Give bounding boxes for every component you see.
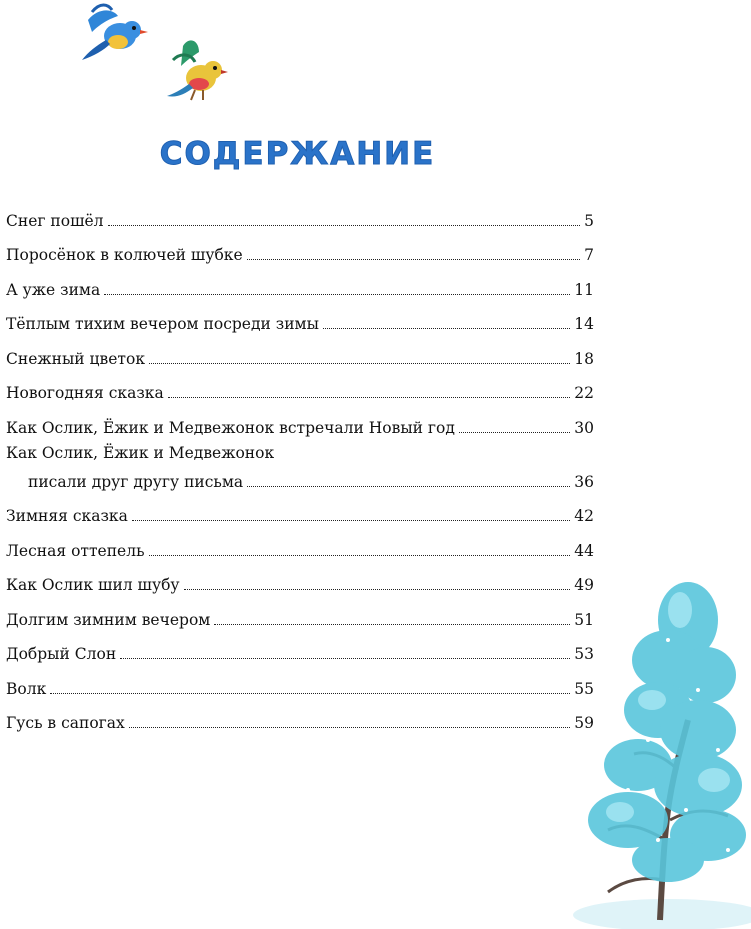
toc-page-number: 42: [574, 507, 594, 525]
toc-entry[interactable]: [6, 305, 594, 340]
toc-page-number: 5: [584, 211, 594, 230]
toc-page-number: 53: [574, 645, 594, 663]
toc-title: Долгим зимним вечером: [6, 610, 211, 629]
toc-title: Зимняя сказка: [6, 507, 128, 525]
toc-entry[interactable]: [6, 600, 594, 635]
dot-leader: [149, 363, 570, 364]
page-title: СОДЕРЖАНИЕ: [159, 136, 436, 172]
green-bird-illustration: [165, 36, 229, 104]
toc-title: Гусь в сапогах: [6, 714, 125, 732]
toc-entry[interactable]: [6, 531, 594, 566]
toc-entry[interactable]: [6, 669, 594, 704]
toc-page-number: 18: [574, 349, 594, 368]
dot-leader: [247, 259, 580, 260]
dot-leader: [168, 397, 571, 398]
toc-page-number: 55: [574, 679, 594, 698]
toc-entry[interactable]: [6, 443, 594, 497]
winter-tree-illustration: [568, 580, 751, 929]
toc-entry[interactable]: [6, 236, 594, 271]
toc-entry[interactable]: [6, 566, 594, 601]
toc-page-number: 14: [574, 315, 594, 333]
toc-entry[interactable]: [6, 704, 594, 739]
toc-entry[interactable]: [6, 635, 594, 670]
dot-leader: [120, 658, 570, 659]
toc-page-number: 22: [574, 384, 594, 402]
toc-page-number: 44: [574, 541, 594, 560]
toc-title: Волк: [6, 679, 47, 698]
toc-page-number: 49: [574, 576, 594, 594]
toc-title: А уже зима: [6, 280, 101, 299]
blue-bird-illustration: [78, 2, 150, 62]
toc-page-number: 36: [574, 472, 594, 491]
toc-page-number: 7: [584, 246, 594, 264]
dot-leader: [247, 486, 570, 487]
toc-title: Поросёнок в колючей шубке: [6, 246, 243, 264]
toc-title-line1: Как Ослик, Ёжик и Медвежонок: [6, 443, 275, 462]
toc-page-number: 59: [574, 714, 594, 732]
dot-leader: [214, 624, 570, 625]
toc-title: Лесная оттепель: [6, 541, 145, 560]
toc-page-number: 11: [574, 280, 594, 299]
toc-entry[interactable]: [6, 374, 594, 409]
dot-leader: [104, 294, 570, 295]
dot-leader: [129, 727, 570, 728]
toc-title: Как Ослик, Ёжик и Медвежонок встречали Новый год: [6, 418, 455, 437]
toc-title: Снег пошёл: [6, 211, 104, 230]
table-of-contents: [6, 201, 594, 738]
dot-leader: [459, 432, 570, 433]
dot-leader: [149, 555, 571, 556]
toc-entry[interactable]: [6, 408, 594, 443]
dot-leader: [184, 589, 571, 590]
dot-leader: [108, 225, 581, 226]
toc-entry[interactable]: [6, 497, 594, 532]
toc-entry[interactable]: [6, 339, 594, 374]
toc-page-number: 51: [574, 610, 594, 629]
toc-page-number: 30: [574, 418, 594, 437]
toc-title: Тёплым тихим вечером посреди зимы: [6, 315, 319, 333]
toc-title: Новогодняя сказка: [6, 384, 164, 402]
dot-leader: [132, 520, 570, 521]
toc-title: Добрый Слон: [6, 645, 117, 663]
toc-title-line2: писали друг другу письма: [28, 472, 244, 491]
dot-leader: [323, 328, 570, 329]
toc-entry[interactable]: [6, 270, 594, 305]
toc-title: Как Ослик шил шубу: [6, 576, 180, 594]
dot-leader: [50, 693, 570, 694]
toc-title: Снежный цветок: [6, 349, 146, 368]
toc-entry[interactable]: [6, 201, 594, 236]
